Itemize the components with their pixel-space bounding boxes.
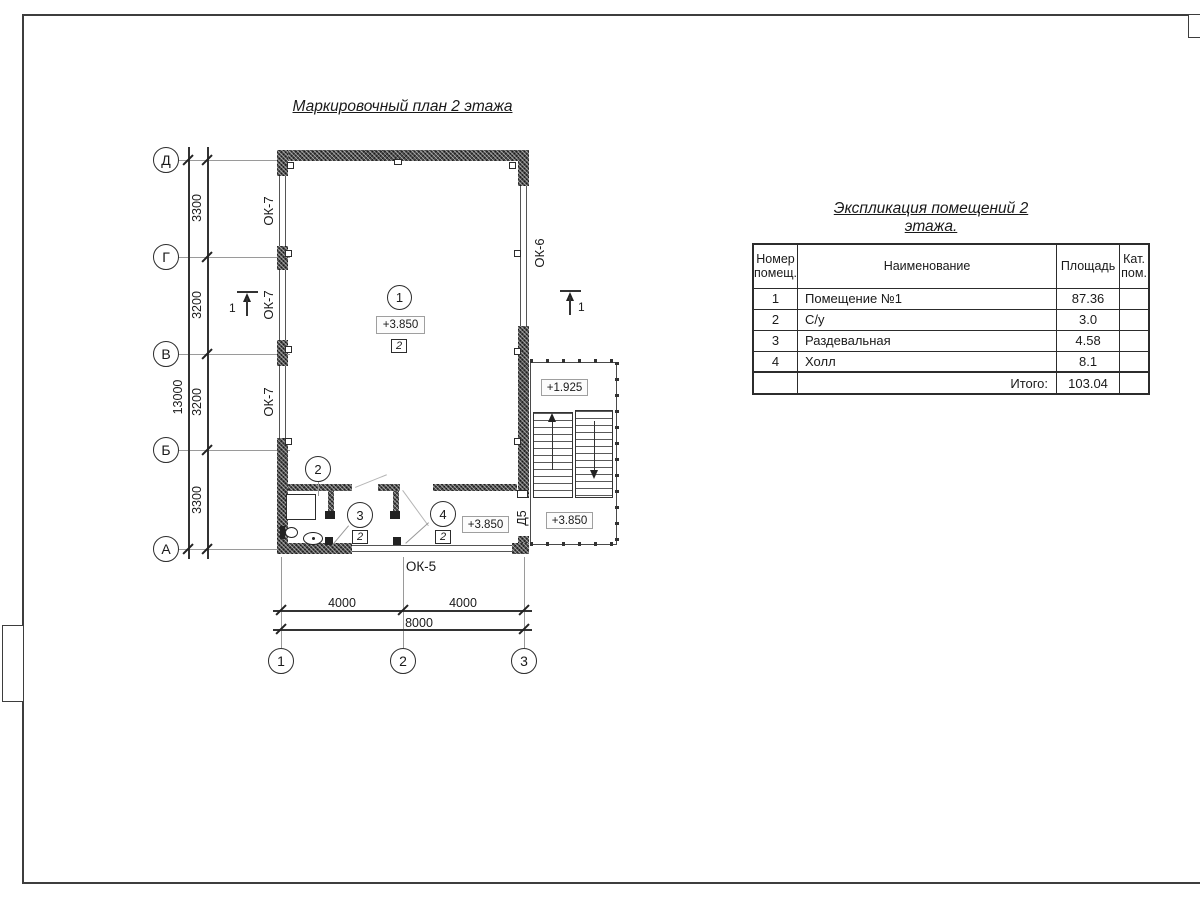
section-mark-label: 1: [578, 300, 585, 314]
partition-wall: [288, 484, 352, 491]
extension-line: [281, 557, 282, 648]
room-marker-4: 4: [430, 501, 456, 527]
total-cat-cell: [1120, 372, 1150, 394]
room-area: 87.36: [1057, 288, 1120, 309]
dimension-label: 3300: [190, 486, 204, 514]
axis-bubble-row: Б: [153, 437, 179, 463]
axis-line: [179, 257, 290, 258]
axis-line: [179, 450, 290, 451]
axis-bubble-col: 3: [511, 648, 537, 674]
total-empty-cell: [753, 372, 798, 394]
plan-title: Маркировочный план 2 этажа: [292, 98, 513, 115]
window-label-ok6: ОК-6: [531, 238, 547, 268]
room-marker-3: 3: [347, 502, 373, 528]
total-value: 103.04: [1057, 372, 1120, 394]
axis-bubble-row: А: [153, 536, 179, 562]
frame-corner-box: [1188, 14, 1200, 38]
schedule-header-num: Номер помещ.: [753, 244, 798, 288]
dimension-label-total: 13000: [171, 379, 185, 415]
frame-left: [22, 14, 24, 884]
toilet-bowl: [285, 527, 298, 538]
schedule-row: [753, 351, 1149, 372]
marker-leader: [318, 482, 319, 496]
dimension-label: 4000: [328, 596, 356, 610]
wall-bottom: [512, 543, 529, 554]
shower-tray: [286, 494, 316, 520]
section-mark-label: 1: [229, 301, 236, 315]
schedule-title: Экспликация помещений 2 этажа.: [833, 200, 1029, 235]
dimension-label: 3200: [190, 388, 204, 416]
axis-bubble-row: В: [153, 341, 179, 367]
window-ok7-2: [279, 270, 286, 340]
schedule-header-area: Площадь: [1057, 244, 1120, 288]
column-mark: [514, 348, 521, 355]
room-number: 2: [753, 309, 798, 330]
axis-bubble-col: 2: [390, 648, 416, 674]
partition-wall: [378, 484, 400, 491]
room-area: 8.1: [1057, 351, 1120, 372]
dimension-label: 3300: [190, 194, 204, 222]
wall-top: [277, 150, 529, 161]
section-mark-line: [569, 297, 571, 315]
wall-left: [277, 340, 288, 366]
room-marker-1: 1: [387, 285, 412, 310]
window-label-ok7: ОК-7: [260, 290, 276, 320]
room-schedule-table: [752, 243, 1150, 395]
room-name: Холл: [798, 351, 1057, 372]
elevation-hall: +3.850: [462, 516, 509, 533]
window-label-ok7: ОК-7: [260, 196, 276, 226]
fold-mark-box: [2, 625, 24, 702]
window-ok7-1: [279, 176, 286, 246]
room-name: С/у: [798, 309, 1057, 330]
room-name: Помещение №1: [798, 288, 1057, 309]
column-mark: [509, 162, 516, 169]
column-mark: [514, 438, 521, 445]
door-post: [393, 537, 401, 545]
stair-arrow-line: [594, 421, 595, 471]
stair-up-arrow-icon: [548, 413, 556, 422]
column-mark: [287, 162, 294, 169]
room-area: 3.0: [1057, 309, 1120, 330]
elevation-room1: +3.850: [376, 316, 425, 334]
room-cat: [1120, 351, 1150, 372]
schedule-header-cat: Кат. пом.: [1120, 244, 1150, 288]
schedule-row: [753, 288, 1149, 309]
partition-end: [325, 511, 335, 519]
window-label-ok7: ОК-7: [260, 387, 276, 417]
column-mark: [394, 159, 402, 165]
column-mark: [285, 438, 292, 445]
frame-bottom: [22, 882, 1200, 884]
window-ok7-3: [279, 366, 286, 438]
room-number: 3: [753, 330, 798, 351]
dimension-label: 3200: [190, 291, 204, 319]
schedule-row: [753, 309, 1149, 330]
axis-bubble-row: Д: [153, 147, 179, 173]
elevation-stair-mid: +1.925: [541, 379, 588, 396]
partition-wall: [393, 491, 399, 513]
axis-line: [179, 160, 290, 161]
door-label-d5: Д5: [515, 510, 529, 526]
category-box-room3: 2: [352, 530, 368, 544]
axis-line: [179, 354, 290, 355]
category-box-room4: 2: [435, 530, 451, 544]
column-mark: [285, 346, 292, 353]
column-mark: [514, 250, 521, 257]
door-leaf: [402, 490, 429, 526]
sink-drain: [312, 537, 315, 540]
room-cat: [1120, 288, 1150, 309]
room-area: 4.58: [1057, 330, 1120, 351]
room-cat: [1120, 309, 1150, 330]
dimension-label: 4000: [449, 596, 477, 610]
stair-down-arrow-icon: [590, 470, 598, 479]
door-jamb-mark: [517, 490, 528, 498]
room-number: 4: [753, 351, 798, 372]
railing-right: [615, 362, 619, 545]
category-box-room1: 2: [391, 339, 407, 353]
room-name: Раздевальная: [798, 330, 1057, 351]
section-mark-line: [246, 298, 248, 316]
railing-bottom: [530, 542, 617, 546]
window-ok6: [520, 186, 527, 326]
dimension-label-total: 8000: [405, 616, 433, 630]
schedule-row: [753, 330, 1149, 351]
partition-end: [390, 511, 400, 519]
total-label: Итого:: [798, 372, 1057, 394]
stair-arrow-line: [552, 420, 553, 470]
window-label-ok5: ОК-5: [405, 559, 437, 574]
elevation-stair-bottom: +3.850: [546, 512, 593, 529]
partition-wall: [328, 491, 334, 513]
marker-leader: [405, 522, 429, 544]
window-ok5: [352, 545, 512, 552]
frame-top: [22, 14, 1200, 16]
column-mark: [285, 250, 292, 257]
schedule-total-row: [753, 372, 1149, 394]
axis-bubble-row: Г: [153, 244, 179, 270]
axis-line: [179, 549, 290, 550]
axis-bubble-col: 1: [268, 648, 294, 674]
wall-right: [518, 150, 529, 186]
extension-line: [403, 557, 404, 648]
room-cat: [1120, 330, 1150, 351]
extension-line: [524, 557, 525, 648]
schedule-header-name: Наименование: [798, 244, 1057, 288]
partition-wall: [433, 484, 517, 491]
room-number: 1: [753, 288, 798, 309]
room-marker-2: 2: [305, 456, 331, 482]
railing-top: [530, 359, 617, 363]
